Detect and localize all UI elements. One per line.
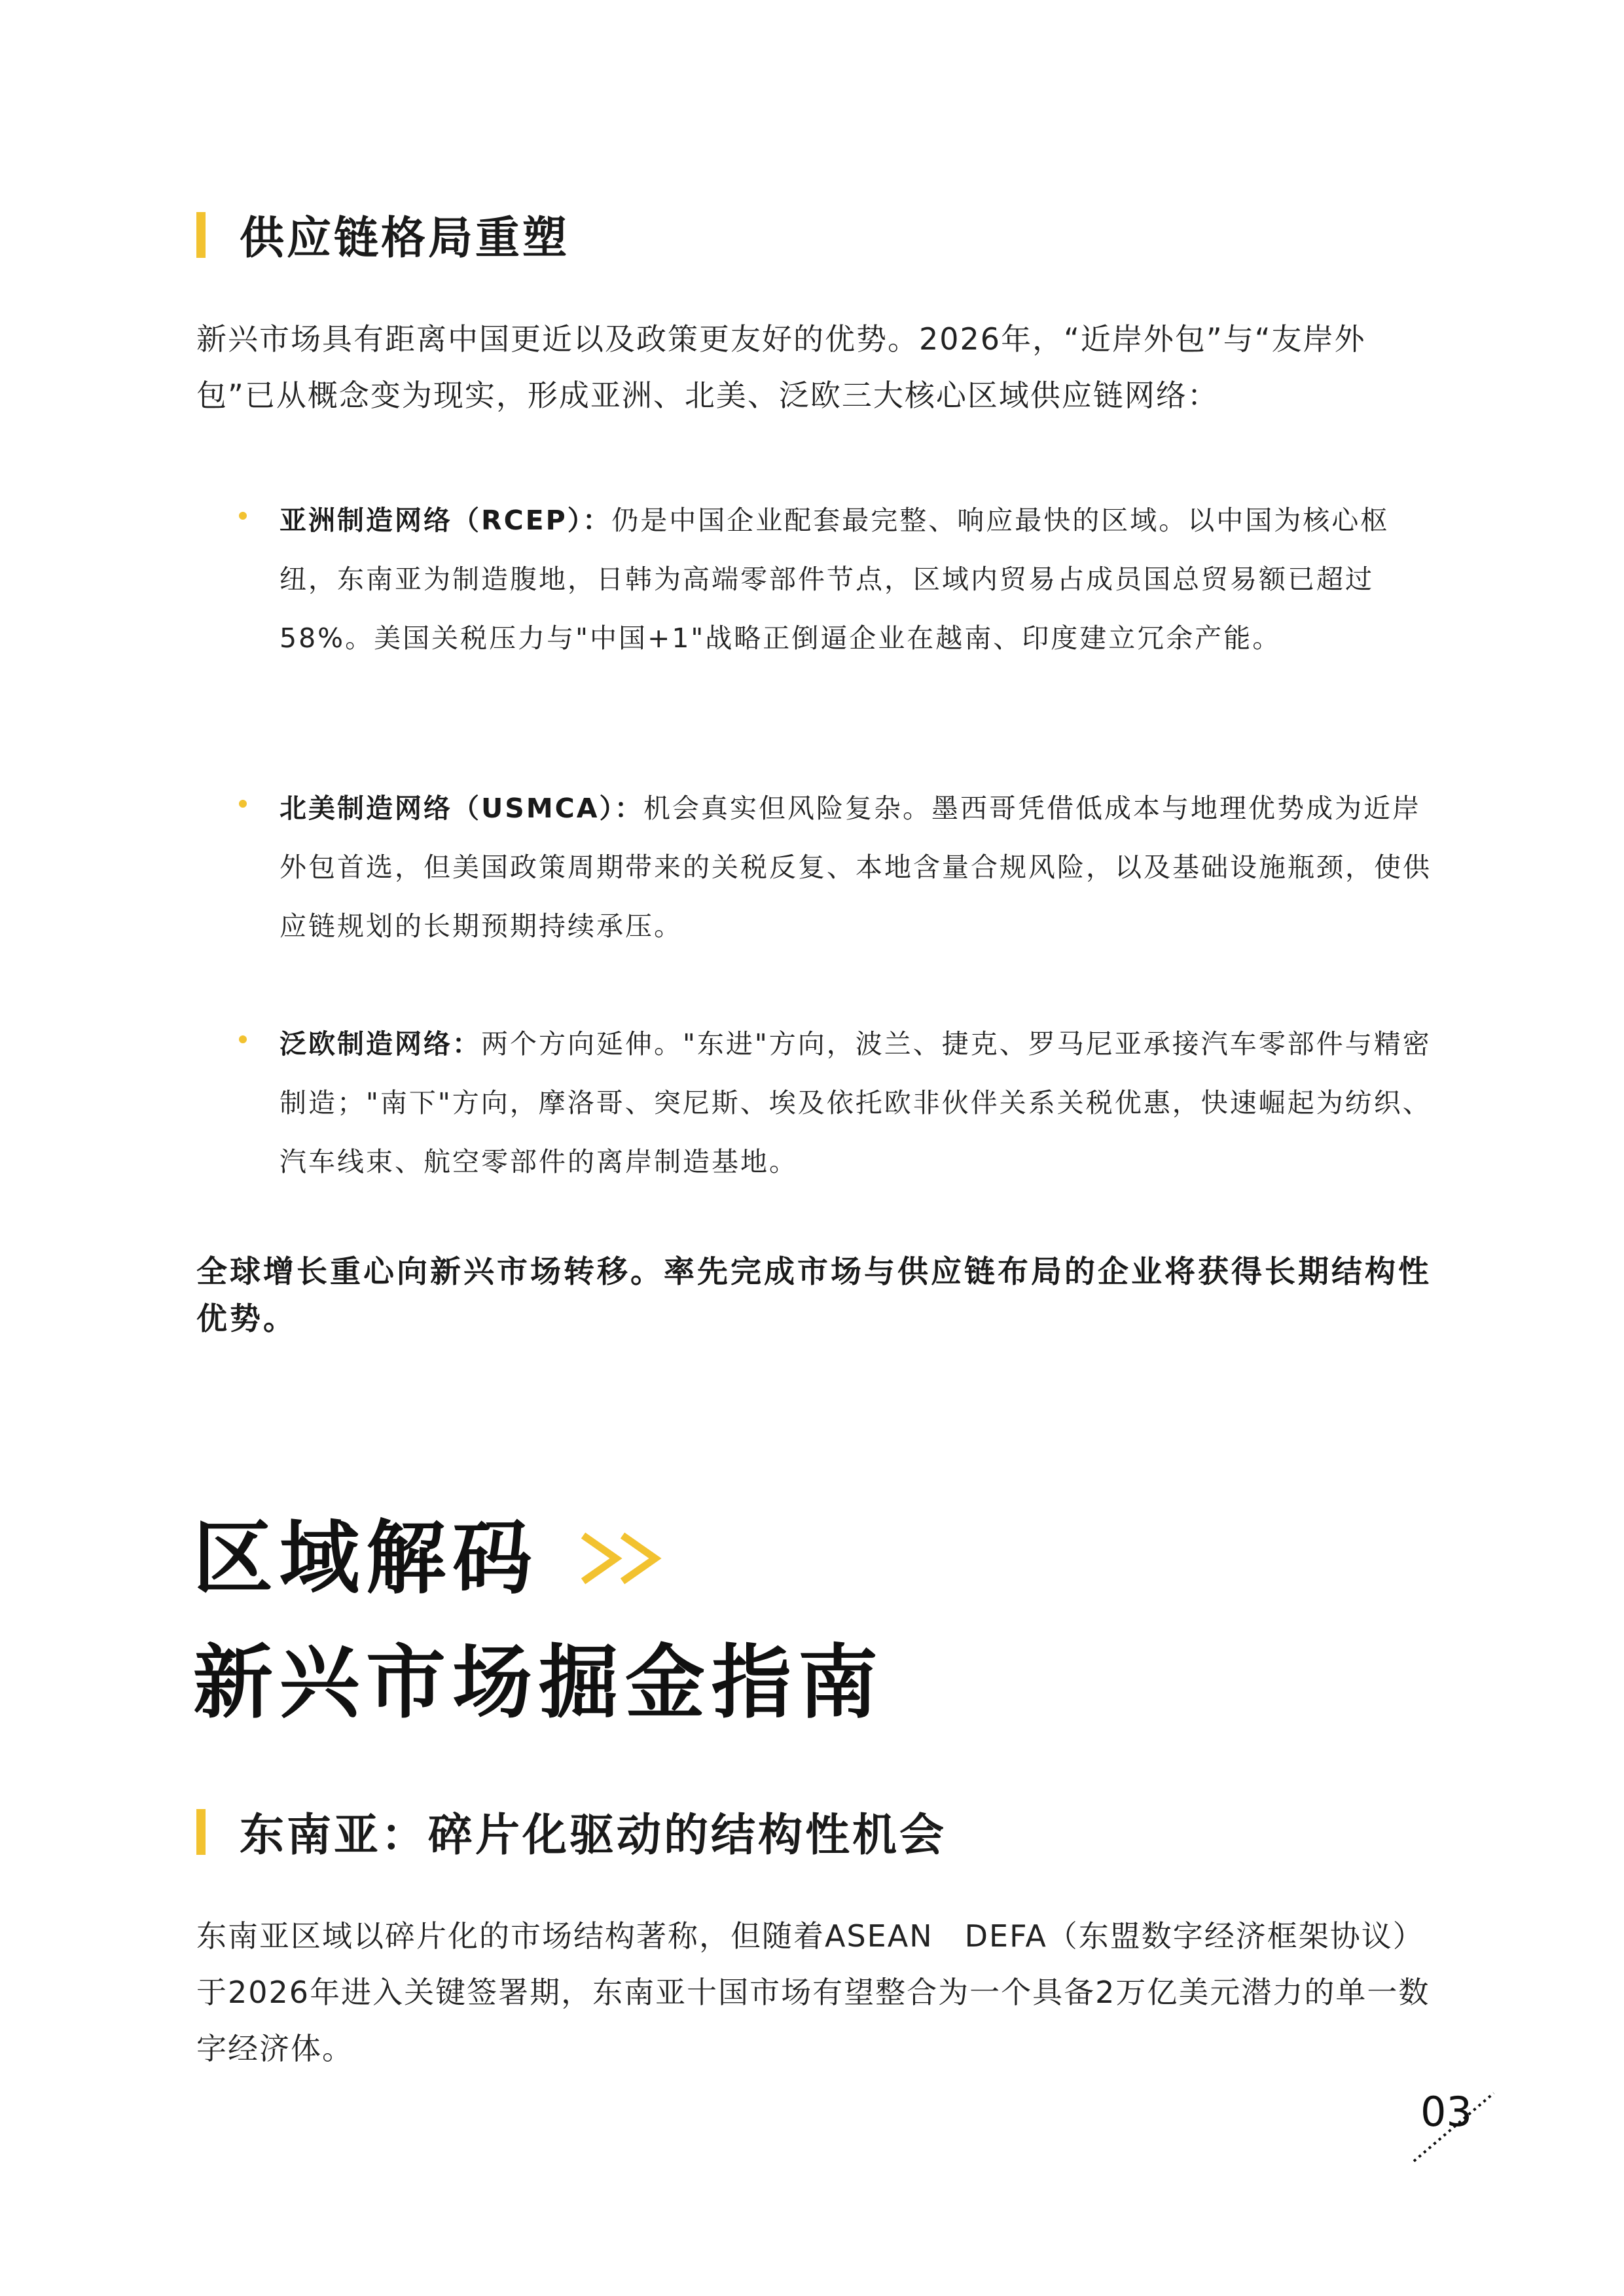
intro-paragraph-southeast-asia: 东南亚区域以碎片化的市场结构著称，但随着ASEAN DEFA（东盟数字经济框架协议）于2026年进入关键签署期，东南亚十国市场有望整合为一个具备2万亿美元潜力的单一数字经济体。 (196, 1918, 1430, 2066)
accent-bar (196, 1809, 206, 1855)
list-item-text: 两个方向延伸。"东进"方向，波兰、捷克、罗马尼亚承接汽车零部件与精密制造；"南下"方向，摩洛哥、突尼斯、埃及依托欧非伙伴关系关税优惠，快速崛起为纺织、汽车线束、航空零部件的离岸制造基地。 (280, 1028, 1432, 1177)
intro-paragraph: 新兴市场具有距离中国更近以及政策更友好的优势。2026年，“近岸外包”与“友岸外包”已从概念变为现实，形成亚洲、北美、泛欧三大核心区域供应链网络： (196, 321, 1366, 413)
chapter-title-line2: 新兴市场掘金指南 (193, 1636, 884, 1729)
list-item (239, 1014, 1447, 1191)
list-item-lead: 亚洲制造网络（RCEP）： (280, 505, 612, 536)
section-heading-supply-chain (196, 203, 569, 266)
accent-bar (196, 212, 206, 258)
section-heading-southeast-asia (196, 1800, 947, 1863)
list-item (239, 779, 1447, 956)
list-item-lead: 北美制造网络（USMCA）： (280, 793, 643, 824)
list-item-text: 机会真实但风险复杂。墨西哥凭借低成本与地理优势成为近岸外包首选，但美国政策周期带来的关税反复、本地含量合规风险，以及基础设施瓶颈，使供应链规划的长期预期持续承压。 (280, 793, 1432, 942)
double-chevron-icon (578, 1529, 670, 1588)
section-title: 东南亚：碎片化驱动的结构性机会 (240, 1810, 947, 1861)
dotted-slash-decoration (1407, 2088, 1499, 2166)
page-number-block (1407, 2088, 1499, 2166)
section-title: 供应链格局重塑 (240, 213, 570, 264)
list-item-text: 仍是中国企业配套最完整、响应最快的区域。以中国为核心枢纽，东南亚为制造腹地，日韩为高端零部件节点，区域内贸易占成员国总贸易额已超过58%。美国关税压力与"中国+1"战略正倒逼企业在越南、印度建立冗余产能。 (280, 505, 1390, 654)
summary-text: 全球增长重心向新兴市场转移。率先完成市场与供应链布局的企业将获得长期结构性优势。 (196, 1254, 1432, 1337)
page-number: 03 (1420, 2088, 1472, 2136)
chapter-title-text: 区域解码 (193, 1512, 539, 1605)
bullet-dot (239, 800, 247, 808)
list-item-lead: 泛欧制造网络： (280, 1028, 481, 1060)
chapter-title-line1 (193, 1512, 670, 1605)
list-item (239, 491, 1447, 668)
bullet-dot (239, 1035, 247, 1043)
bullet-dot (239, 512, 247, 520)
